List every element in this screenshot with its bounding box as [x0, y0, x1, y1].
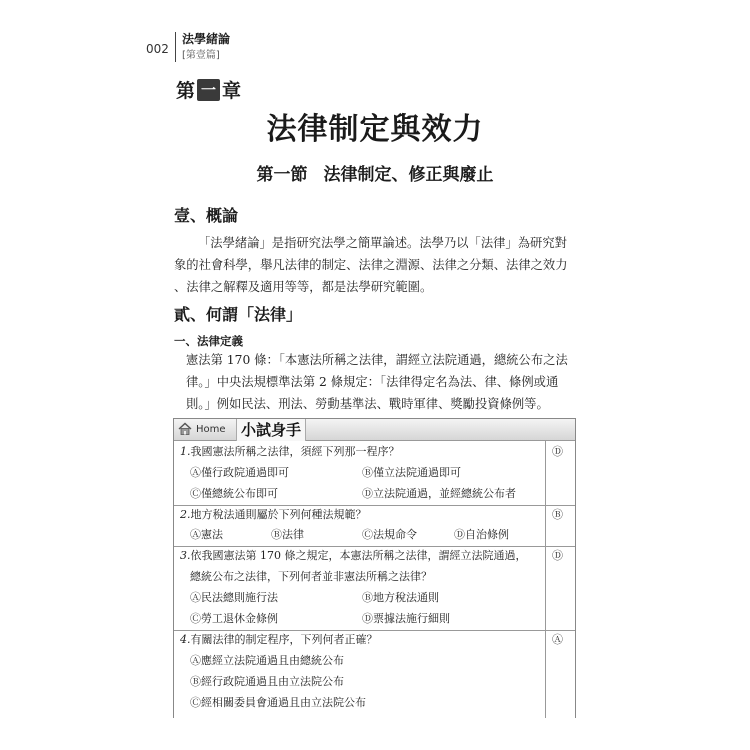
option: Ⓒ勞工退休金條例	[190, 612, 278, 625]
question-line	[180, 506, 367, 524]
heading-what-is-law: 貳、何謂「法律」	[174, 305, 303, 324]
option: Ⓐ應經立法院通過且由總統公布	[190, 654, 344, 667]
paragraph-line: 律。」中央法規標準法第 2 條規定：「法律得定名為法、律、條例或通	[186, 375, 559, 389]
option: Ⓒ僅總統公布即可	[190, 487, 278, 500]
question-number: 3.	[180, 549, 191, 562]
chapter-number: 一	[197, 79, 220, 101]
section-title	[0, 160, 750, 185]
question-number: 4.	[180, 633, 191, 646]
question-line	[180, 443, 400, 461]
subheading-law-definition: 一、法律定義	[174, 334, 243, 348]
home-tab	[178, 422, 226, 436]
question-text: 總統公布之法律，下列何者並非憲法所稱之法律？	[190, 570, 432, 583]
paragraph-line: 象的社會科學，舉凡法律的制定、法律之淵源、法律之分類、法律之效力	[174, 258, 568, 272]
paragraph-line: 則。」例如民法、刑法、勞動基準法、戰時軍律、獎勵投資條例等。	[186, 397, 549, 411]
paragraph-line: 、法律之解釋及適用等等，都是法學研究範圍。	[174, 280, 433, 294]
question-line	[180, 547, 527, 565]
option: Ⓑ經行政院通過且由立法院公布	[190, 675, 344, 688]
quiz-title: 小試身手	[236, 419, 306, 441]
option: Ⓑ地方稅法通則	[362, 591, 439, 604]
option: Ⓓ自治條例	[454, 528, 509, 541]
page-number: 002	[146, 42, 169, 56]
quiz-tab-bar	[174, 419, 575, 441]
option: Ⓑ法律	[271, 528, 304, 541]
option: Ⓐ僅行政院通過即可	[190, 466, 289, 479]
option: Ⓑ僅立法院通過即可	[362, 466, 461, 479]
option: Ⓐ民法總則施行法	[190, 591, 278, 604]
header-divider	[175, 32, 176, 62]
answer-column-divider	[545, 441, 546, 718]
option: Ⓒ經相關委員會通過且由立法院公布	[190, 696, 366, 709]
chapter-title: 法律制定與效力	[266, 112, 484, 147]
book-title: 法學緒論	[182, 32, 231, 46]
part-label: [第壹篇]	[182, 50, 220, 61]
heading-overview: 壹、概論	[174, 206, 239, 225]
question-answer: Ⓐ	[552, 633, 563, 646]
question-answer: Ⓓ	[552, 445, 563, 458]
question-text: 我國憲法所稱之法律，須經下列那一程序？	[190, 445, 400, 458]
chapter-label	[176, 76, 241, 103]
house-icon	[178, 422, 192, 436]
home-label: Home	[196, 423, 226, 435]
chapter-suffix: 章	[222, 80, 242, 102]
option: Ⓓ立法院通過，並經總統公布者	[362, 487, 516, 500]
paragraph-line: 憲法第 170 條：「本憲法所稱之法律，謂經立法院通過，總統公布之法	[186, 353, 568, 367]
question-number: 1.	[180, 445, 191, 458]
chapter-prefix: 第	[176, 80, 196, 102]
section-heading: 法律制定、修正與廢止	[323, 165, 494, 185]
question-text: 有關法律的制定程序，下列何者正確？	[190, 633, 378, 646]
practice-quiz-box	[173, 418, 576, 718]
option: Ⓓ票據法施行細則	[362, 612, 450, 625]
paragraph-line: 「法學緒論」是指研究法學之簡單論述。法學乃以「法律」為研究對	[198, 236, 567, 250]
question-text: 地方稅法通則屬於下列何種法規範？	[190, 508, 367, 521]
question-answer: Ⓓ	[552, 549, 563, 562]
question-text: 依我國憲法第 170 條之規定，本憲法所稱之法律，謂經立法院通過，	[190, 549, 527, 562]
option: Ⓒ法規命令	[362, 528, 417, 541]
option: Ⓐ憲法	[190, 528, 223, 541]
question-answer: Ⓑ	[552, 508, 563, 521]
question-number: 2.	[180, 508, 191, 521]
section-label: 第一節	[256, 165, 308, 185]
question-line	[180, 631, 378, 649]
